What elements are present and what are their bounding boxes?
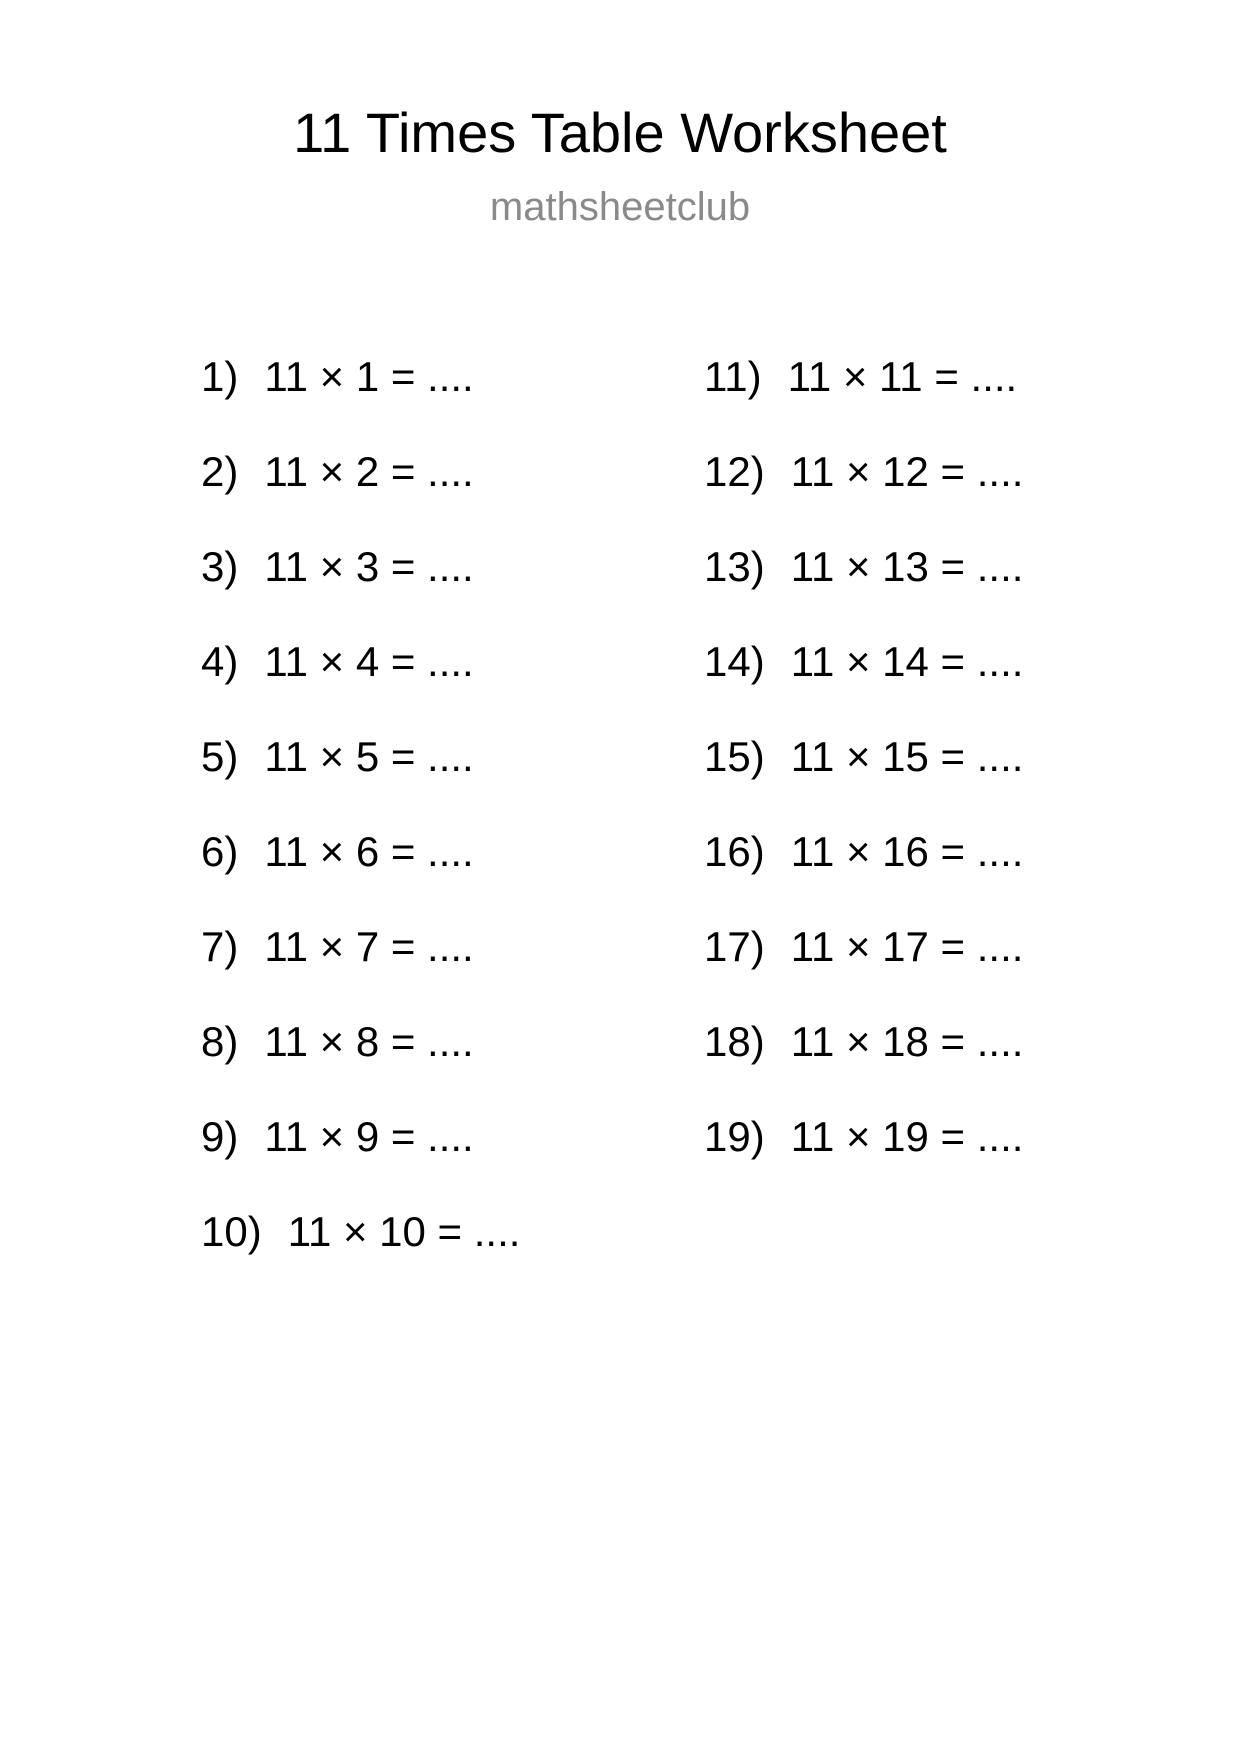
problem-item [704,828,1023,923]
problem-column-left [201,353,520,1303]
problem-number: 18) [704,1018,765,1065]
problem-number: 8) [201,1018,239,1065]
problem-expression: 11 × 9 = .... [264,1113,474,1160]
problem-item [704,1113,1023,1208]
problem-item [704,638,1023,733]
problem-expression: 11 × 1 = .... [264,353,474,400]
problem-number: 15) [704,733,765,780]
problem-expression: 11 × 8 = .... [264,1018,474,1065]
problem-expression: 11 × 7 = .... [264,923,474,970]
problem-item [201,733,520,828]
problem-item [201,1113,520,1208]
problem-expression: 11 × 6 = .... [264,828,474,875]
problem-expression: 11 × 15 = .... [790,733,1024,780]
problem-item [201,1018,520,1113]
problem-expression: 11 × 14 = .... [790,638,1024,685]
problem-item [201,353,520,448]
problem-expression: 11 × 19 = .... [790,1113,1024,1160]
problem-number: 19) [704,1113,765,1160]
problem-expression: 11 × 17 = .... [790,923,1024,970]
problem-number: 6) [201,828,239,875]
problem-expression: 11 × 16 = .... [790,828,1024,875]
problem-item [201,828,520,923]
problem-number: 16) [704,828,765,875]
problem-item [201,1208,520,1303]
problem-item [201,448,520,543]
problem-number: 13) [704,543,765,590]
problem-number: 14) [704,638,765,685]
problem-item [704,1018,1023,1113]
problem-expression: 11 × 3 = .... [264,543,474,590]
problem-number: 9) [201,1113,239,1160]
problem-expression: 11 × 2 = .... [264,448,474,495]
problem-item [201,543,520,638]
problem-expression: 11 × 12 = .... [790,448,1024,495]
problem-number: 12) [704,448,765,495]
problem-item [704,353,1023,448]
problem-number: 17) [704,923,765,970]
worksheet-title: 11 Times Table Worksheet [293,101,947,164]
problem-expression: 11 × 10 = .... [287,1208,521,1255]
problem-number: 1) [201,353,239,400]
problem-item [704,733,1023,828]
problem-item [201,923,520,1018]
problem-number: 10) [201,1208,262,1255]
problem-number: 5) [201,733,239,780]
problem-number: 2) [201,448,239,495]
problem-column-right [704,353,1023,1208]
problem-number: 3) [201,543,239,590]
problem-expression: 11 × 4 = .... [264,638,474,685]
problem-item [704,448,1023,543]
problem-item [704,543,1023,638]
worksheet-subtitle: mathsheetclub [489,185,751,229]
problem-item [704,923,1023,1018]
problem-item [201,638,520,733]
problem-number: 11) [704,353,762,400]
problem-number: 4) [201,638,239,685]
problem-expression: 11 × 18 = .... [790,1018,1024,1065]
problem-expression: 11 × 11 = .... [787,353,1018,400]
problem-number: 7) [201,923,239,970]
problem-expression: 11 × 13 = .... [790,543,1024,590]
problem-expression: 11 × 5 = .... [264,733,474,780]
